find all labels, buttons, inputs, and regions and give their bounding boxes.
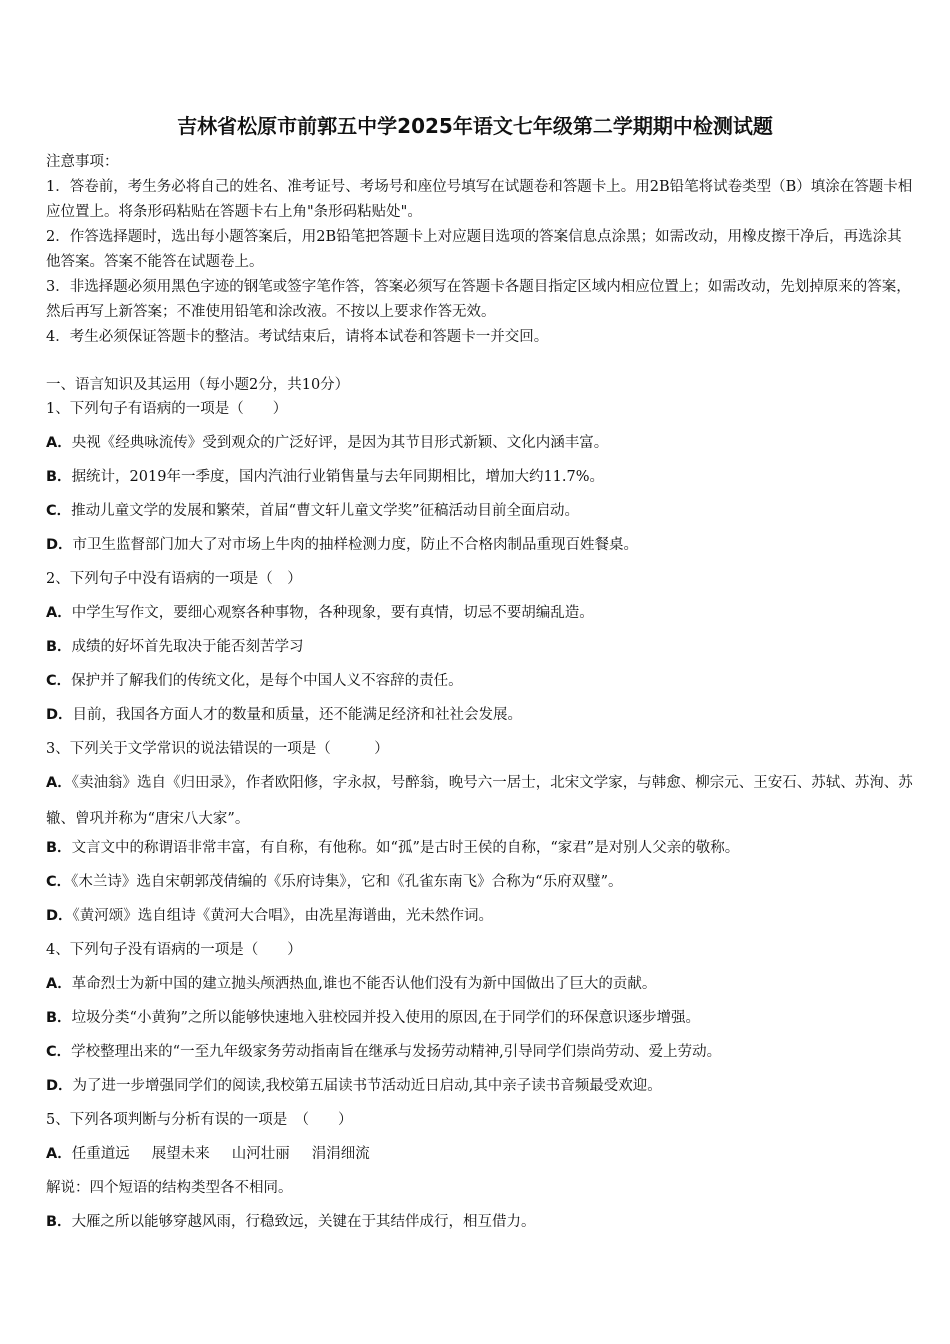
option-letter: B．: [46, 840, 72, 856]
option-text: 目前，我国各方面人才的数量和质量，还不能满足经济和社社会发展。: [72, 707, 523, 723]
question-4-option-a: [46, 973, 916, 1007]
notice-item-1: 1．答卷前，考生务必将自己的姓名、准考证号、考场号和座位号填写在试题卷和答题卡上。用2B铅笔将试卷类型（B）填涂在答题卡相应位置上。将条形码粘贴在答题卡右上角"条形码粘贴处"。: [46, 179, 913, 220]
option-letter: C．: [46, 1044, 72, 1060]
question-2-stem: 2、下列句子中没有语病的一项是（ ）: [46, 571, 302, 587]
question-4-option-b: [46, 1007, 916, 1041]
option-letter: D．: [46, 707, 73, 723]
question-2-option-d: [46, 704, 916, 738]
option-letter: A．: [46, 435, 72, 451]
option-letter: A．: [46, 1146, 72, 1162]
option-text: 保护并了解我们的传统文化，是每个中国人义不容辞的责任。: [71, 673, 463, 689]
question-5-explanation: [46, 1177, 916, 1211]
option-text: 学校整理出来的“一至九年级家务劳动指南旨在继承与发扬劳动精神,引导同学们崇尚劳动、爱上劳动。: [71, 1044, 722, 1060]
question-5-option-b: [46, 1211, 916, 1245]
question-1-option-b: [46, 466, 916, 500]
option-letter: A．: [46, 605, 72, 621]
option-letter: B．: [46, 1010, 72, 1026]
phrase-4: 涓涓细流: [311, 1146, 370, 1162]
option-letter: C．: [46, 673, 72, 689]
question-3-option-a: [46, 765, 916, 837]
phrase-3: 山河壮丽: [231, 1146, 290, 1162]
option-letter: D．: [46, 908, 73, 924]
explanation-text: 解说：四个短语的结构类型各不相同。: [46, 1180, 293, 1196]
option-text: 《黄河颂》选自组诗《黄河大合唱》，由冼星海谱曲，光未然作词。: [72, 908, 494, 924]
question-1-option-c: [46, 500, 916, 534]
phrase-1: 任重道远: [71, 1146, 130, 1162]
option-letter: B．: [46, 469, 72, 485]
option-text: 为了进一步增强同学们的阅读,我校第五届读书节活动近日启动,其中亲子读书音频最受欢迎。: [72, 1078, 662, 1094]
question-1-option-d: [46, 534, 916, 568]
option-letter: A．: [46, 976, 72, 992]
option-letter: D．: [46, 537, 73, 553]
question-2-option-a: [46, 602, 916, 636]
option-text: 《卖油翁》选自《归田录》，作者欧阳修，字永叔，号醉翁，晚号六一居士，北宋文学家，与韩愈、柳宗元、王安石、苏轼、苏洵、苏辙、曾巩并称为“唐宋八大家”。: [46, 775, 913, 827]
page-title: 吉林省松原市前郭五中学2025年语文七年级第二学期期中检测试题: [177, 114, 773, 138]
option-text: 央视《经典咏流传》受到观众的广泛好评，是因为其节目形式新颖、文化内涵丰富。: [71, 435, 609, 451]
question-4-option-d: [46, 1075, 916, 1109]
option-text: 革命烈士为新中国的建立抛头颅洒热血,谁也不能否认他们没有为新中国做出了巨大的贡献。: [71, 976, 657, 992]
option-letter: A．: [46, 775, 72, 791]
question-list: [46, 398, 916, 1245]
phrase-2: 展望未来: [151, 1146, 210, 1162]
question-1-stem: 1、下列句子有语病的一项是（ ）: [46, 401, 288, 417]
section-heading: 一、语言知识及其运用（每小题2分，共10分）: [46, 377, 350, 393]
question-3-stem: 3、下列关于文学常识的说法错误的一项是（ ）: [46, 741, 389, 757]
option-text: 推动儿童文学的发展和繁荣，首届“曹文轩儿童文学奖”征稿活动目前全面启动。: [71, 503, 579, 519]
notice-item-2: 2．作答选择题时，选出每小题答案后，用2B铅笔把答题卡上对应题目选项的答案信息点涂黑；如需改动，用橡皮擦干净后，再选涂其他答案。答案不能答在试题卷上。: [46, 229, 902, 270]
notice-item-4: 4．考生必须保证答题卡的整洁。考试结束后，请将本试卷和答题卡一并交回。: [46, 329, 549, 345]
notice-item-3: 3．非选择题必须用黑色字迹的钢笔或签字笔作答，答案必须写在答题卡各题目指定区域内相应位置上；如需改动，先划掉原来的答案，然后再写上新答案；不准使用铅笔和涂改液。不按以上要求作答无效。: [46, 279, 911, 320]
question-5-option-a: [46, 1143, 916, 1177]
option-text: 中学生写作文，要细心观察各种事物，各种现象，要有真情，切忌不要胡编乱造。: [71, 605, 594, 621]
question-3-option-d: [46, 905, 916, 939]
option-text: 市卫生监督部门加大了对市场上牛肉的抽样检测力度，防止不合格肉制品重现百姓餐桌。: [72, 537, 639, 553]
option-letter: C．: [46, 874, 72, 890]
option-text: 文言文中的称谓语非常丰富，有自称，有他称。如“孤”是古时王侯的自称，“家君”是对别人父亲的敬称。: [71, 840, 740, 856]
option-letter: D．: [46, 1078, 73, 1094]
option-text: 成绩的好坏首先取决于能否刻苦学习: [71, 639, 304, 655]
question-4-option-c: [46, 1041, 916, 1075]
question-3-option-b: [46, 837, 916, 871]
question-2-option-c: [46, 670, 916, 704]
question-1-option-a: [46, 432, 916, 466]
question-5-stem: 5、下列各项判断与分析有误的一项是 （ ）: [46, 1112, 353, 1128]
option-text: 据统计，2019年一季度，国内汽油行业销售量与去年同期相比，增加大约11.7%。: [71, 469, 605, 485]
notice-heading: 注意事项：: [46, 154, 119, 170]
question-2-option-b: [46, 636, 916, 670]
option-letter: C．: [46, 503, 72, 519]
option-text: 垃圾分类“小黄狗”之所以能够快速地入驻校园并投入使用的原因,在于同学们的环保意识逐步增强。: [71, 1010, 700, 1026]
question-3-option-c: [46, 871, 916, 905]
question-4-stem: 4、下列句子没有语病的一项是（ ）: [46, 942, 302, 958]
option-letter: B．: [46, 639, 72, 655]
option-text: 《木兰诗》选自宋朝郭茂倩编的《乐府诗集》，它和《孔雀东南飞》合称为“乐府双璧”。: [71, 874, 623, 890]
option-letter: B．: [46, 1214, 72, 1230]
option-text: 大雁之所以能够穿越风雨，行稳致远，关键在于其结伴成行，相互借力。: [71, 1214, 536, 1230]
notice-block: [46, 150, 916, 350]
